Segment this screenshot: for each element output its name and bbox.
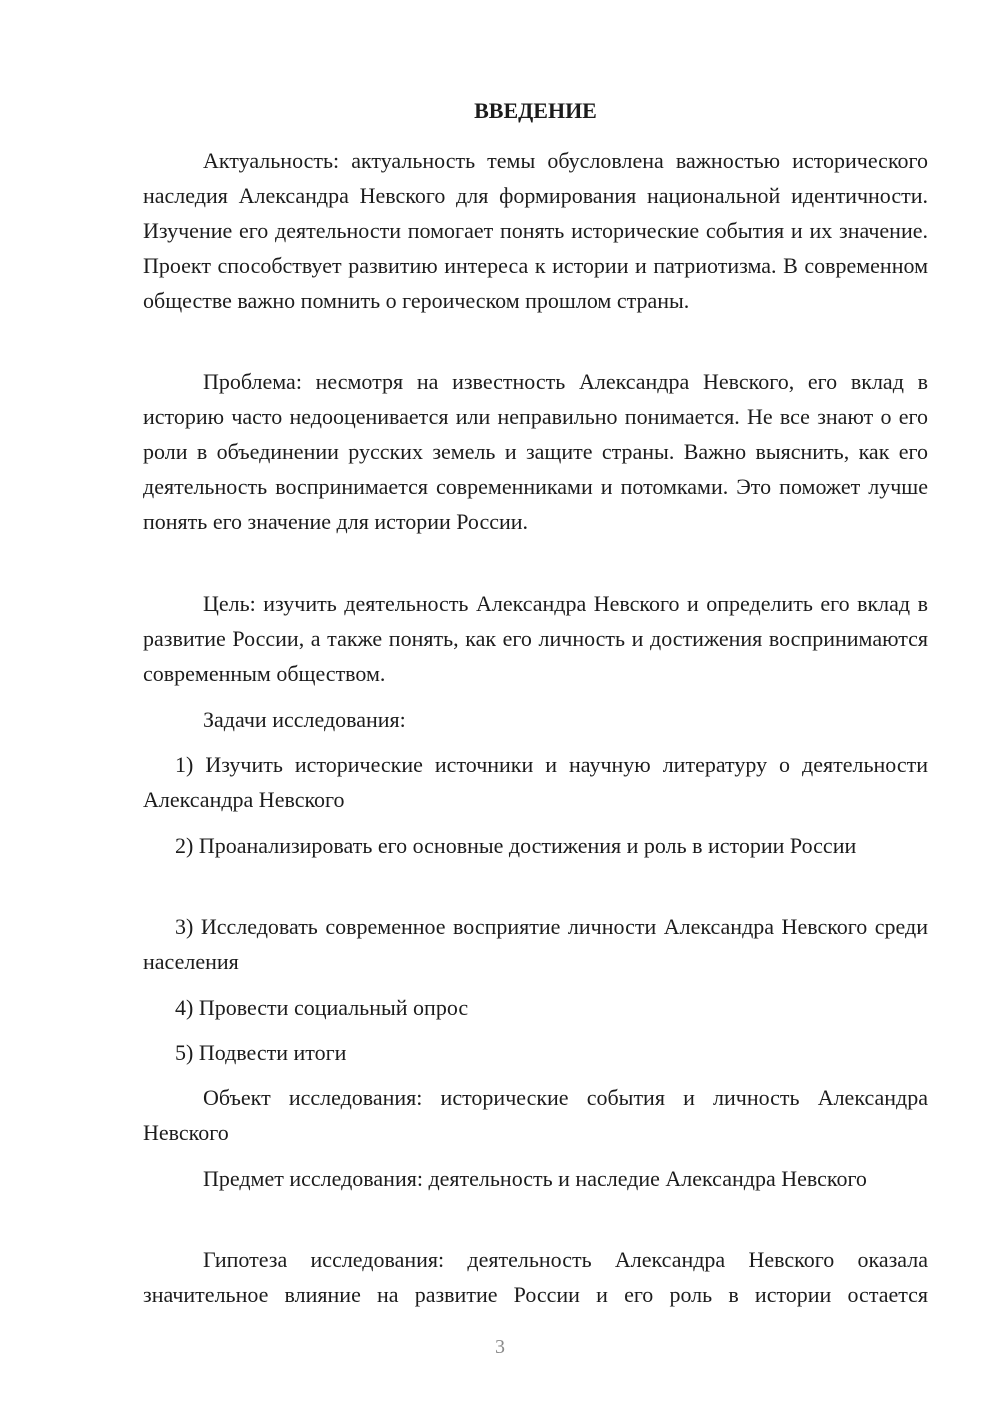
paragraph-subject: Предмет исследования: деятельность и наследие Александра Невского — [203, 1166, 867, 1191]
task-item-5: 5) Подвести итоги — [175, 1040, 347, 1065]
paragraph-hypothesis: Гипотеза исследования: деятельность Александра Невского оказала значительное влияние на развитие России и его роль в истории остается — [143, 1247, 928, 1307]
paragraph-goal: Цель: изучить деятельность Александра Невского и определить его вклад в развитие России, а также понять, как его личность и достижения воспринимаются современным обществом. — [143, 591, 928, 686]
section-heading: ВВЕДЕНИЕ — [474, 98, 597, 123]
paragraph-object: Объект исследования: исторические события и личность Александра Невского — [143, 1085, 928, 1145]
task-item-4: 4) Провести социальный опрос — [175, 995, 469, 1020]
paragraph-relevance: Актуальность: актуальность темы обусловлена важностью исторического наследия Александра Невского для формирования национальной идентичности. Изучение его деятельности помогает понять исторические события и их значение. Проект способствует развитию интереса к истории и патриотизма. В современном обществе важно помнить о героическом прошлом страны. — [143, 148, 928, 313]
task-item-1: 1) Изучить исторические источники и научную литературу о деятельности Александра Невского — [143, 752, 928, 812]
task-item-3: 3) Исследовать современное восприятие личности Александра Невского среди населения — [143, 914, 928, 974]
page-number: 3 — [495, 1336, 505, 1358]
paragraph-problem: Проблема: несмотря на известность Александра Невского, его вклад в историю часто недооценивается или неправильно понимается. Не все знают о его роли в объединении русских земель и защите страны. Важно выяснить, как его деятельность воспринимается современниками и потомками. Это поможет лучше понять его значение для истории России. — [143, 369, 928, 534]
task-item-2: 2) Проанализировать его основные достижения и роль в истории России — [175, 833, 857, 858]
paragraph-tasks-title: Задачи исследования: — [203, 707, 406, 732]
